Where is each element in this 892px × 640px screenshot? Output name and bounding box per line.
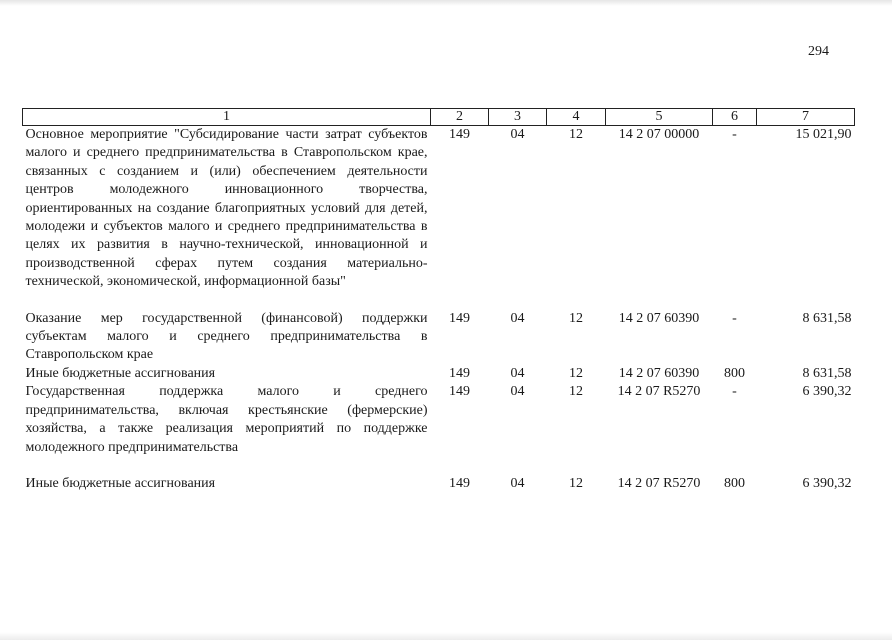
header-col-1: 1 (23, 109, 431, 126)
row-ministry-code: 149 (449, 384, 470, 400)
row-expense-type: 800 (724, 475, 745, 491)
row-section-code: 04 (510, 365, 525, 381)
budget-table (22, 108, 855, 493)
row-ministry-code: 149 (449, 310, 470, 326)
row-expense-type: - (732, 127, 737, 142)
header-col-5: 5 (606, 109, 713, 126)
page-number: 294 (808, 44, 829, 59)
row-name: Иные бюджетные ассигнования (25, 365, 216, 381)
row-section-code: 04 (510, 127, 525, 142)
table-row (23, 475, 855, 493)
row-subsection-code: 12 (569, 127, 583, 142)
row-amount: 8 631,58 (802, 310, 852, 326)
row-subsection-code: 12 (569, 475, 583, 491)
scan-edge-bottom (0, 632, 892, 640)
row-amount: 6 390,32 (802, 384, 852, 400)
row-section-code: 04 (510, 384, 525, 400)
row-subsection-code: 12 (569, 384, 583, 400)
table-row (23, 310, 855, 365)
row-target-article: 14 2 07 00000 (618, 127, 700, 142)
table-row (23, 383, 855, 475)
row-ministry-code: 149 (449, 127, 470, 142)
row-subsection-code: 12 (569, 310, 583, 326)
row-amount: 8 631,58 (802, 365, 852, 381)
header-col-7: 7 (757, 109, 855, 126)
row-target-article: 14 2 07 60390 (618, 310, 700, 326)
row-name: Иные бюджетные ассигнования (25, 475, 216, 491)
row-subsection-code: 12 (569, 365, 583, 381)
row-name: Оказание мер государственной (финансовой) поддержки субъектам малого и среднего предпринимательства в Ставропольском крае (25, 310, 428, 363)
row-expense-type: - (732, 310, 737, 326)
header-col-4: 4 (547, 109, 606, 126)
row-amount: 15 021,90 (795, 127, 852, 142)
row-name: Основное мероприятие "Субсидирование части затрат субъектов малого и среднего предпринимательства в Ставропольском крае, связанных с созданием и (или) обеспечением деятельности центров молодежного инновационного творчества, ориентированных на создание благоприятных условий для детей, молодежи и субъектов малого и среднего предпринимательства в целях их развития в научно-технической, инновационной и производственной сферах путем создания материально-технической, экономической, информационной базы" (25, 127, 428, 290)
header-col-3: 3 (489, 109, 547, 126)
row-ministry-code: 149 (449, 475, 470, 491)
header-col-2: 2 (431, 109, 489, 126)
header-col-6: 6 (713, 109, 757, 126)
row-target-article: 14 2 07 R5270 (617, 384, 701, 400)
row-ministry-code: 149 (449, 365, 470, 381)
row-amount: 6 390,32 (802, 475, 852, 491)
row-section-code: 04 (510, 475, 525, 491)
scan-edge-top (0, 0, 892, 6)
table-row (23, 126, 855, 310)
row-target-article: 14 2 07 R5270 (617, 475, 701, 491)
row-section-code: 04 (510, 310, 525, 326)
row-expense-type: 800 (724, 365, 745, 381)
row-expense-type: - (732, 384, 737, 400)
row-target-article: 14 2 07 60390 (618, 365, 700, 381)
table-header-row (23, 109, 855, 126)
row-name: Государственная поддержка малого и среднего предпринимательства, включая крестьянские (фермерские) хозяйства, а также реализация мероприятий по поддержке молодежного предпринимательства (25, 384, 428, 455)
table-row (23, 365, 855, 383)
